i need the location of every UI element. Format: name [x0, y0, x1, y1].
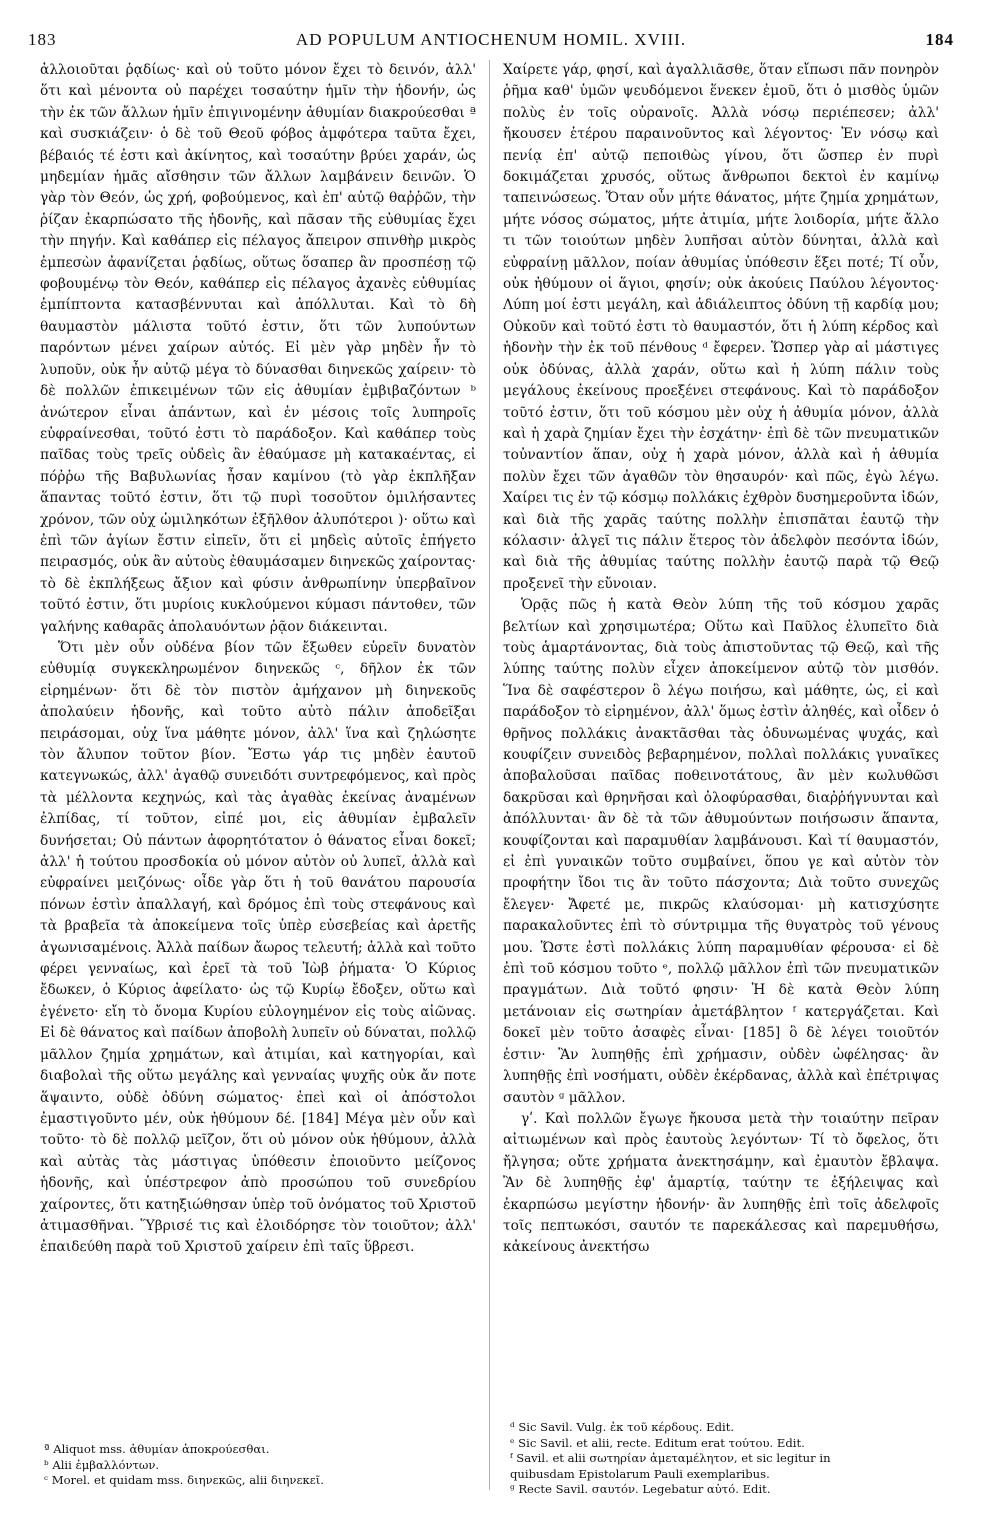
footnote-a: ª Aliquot mss. ἀθυμίαν ἀποκρούεσθαι. — [44, 1442, 270, 1456]
footnotes-right — [510, 1420, 940, 1498]
column-divider — [489, 60, 490, 1490]
footnote-e: ᵉ Sic Savil. et alii, recte. Editum erat τούτου. Edit. — [510, 1435, 805, 1450]
right-paragraph-2: Ὁρᾷς πῶς ἡ κατὰ Θεὸν λύπη τῆς τοῦ κόσμου χαρᾶς βελτίων καὶ χρησιμωτέρα; Οὕτω καὶ Παῦλος ἐλυπεῖτο διὰ τοὺς ἁμαρτάνοντας, διὰ τοὺς ἀπιστοῦντας τῷ Θεῷ, καὶ τῆς λύπης ταύτης πολὺν εἶχεν ἀποκείμενον αὐτῷ τὸν μισθόν. Ἵνα δὲ σαφέστερον ὃ λέγω ποιήσω, καὶ μάθητε, ὡς, εἰ καὶ παράδοξον τὸ εἰρημένον, ἀλλ' ὅμως ἐστὶν ἀληθές, καὶ οἶδεν ὁ θρῆνος πολλάκις ἀνακτᾶσθαι τὰς ὀδυνωμένας ψυχάς, καὶ κουφίζειν συνειδὸς βεβαρημένον, πολλαὶ πολλάκις γυναῖκες ἀποβαλοῦσαι παῖδας ποθεινοτάτους, ἂν μὲν κωλυθῶσι δακρῦσαι καὶ θρηνῆσαι καὶ ὀλοφύρασθαι, διαῤῥήγνυνται καὶ ἀπόλλυνται· ἂν δὲ τὰ τῶν ἀθυμούντων ποιήσωσιν ἅπαντα, κουφίζονται καὶ παραμυθίαν λαμβάνουσι. Καὶ τί θαυμαστόν, εἰ ἐπὶ γυναικῶν τοῦτο συμβαίνει, ὅπου γε καὶ αὐτὸν τὸν προφήτην ἴδοι τις ἂν τοῦτο πάσχοντα; Διὰ τοῦτο συνεχῶς ἔλεγεν· Ἄφετέ με, πικρῶς κλαύσομαι· μὴ κατισχύσητε παρακαλοῦντες ἐπὶ τὸ σύντριμμα τῆς θυγατρὸς τοῦ γένους μου. Ὥστε ἐστὶ πολλάκις λύπη παραμυθίαν φέρουσα· εἰ δὲ ἐπὶ τοῦ κόσμου τοῦτο ᵉ, πολλῷ μᾶλλον ἐπὶ τῶν πνευματικῶν πραγμάτων. Διὰ τοῦτό φησιν· Ἡ δὲ κατὰ Θεὸν λύπη μετάνοιαν εἰς σωτηρίαν ἀμετάβλητον ᶠ κατεργάζεται. Καὶ δοκεῖ μὲν τοῦτο ἀσαφὲς εἶναι· [185] ὃ δὲ λέγει τοιοῦτόν ἐστιν· Ἂν λυπηθῇς ἐπὶ χρήμασιν, οὐδὲν ὠφέλησας· ἂν λυπηθῇς ἐπὶ νοσήματι, οὐδὲν ἐκέρδανας, ἀλλὰ καὶ ἐπέτριψας σαυτὸν ᵍ μᾶλλον. — [503, 597, 939, 1106]
footnote-c: ᶜ Morel. et quidam mss. διηνεκῶς, alii διηνεκεῖ. — [44, 1473, 324, 1488]
right-text-column — [503, 60, 939, 1410]
footnote-f: ᶠ Savil. et alii σωτηρίαν ἀμεταμέλητον, et sic legitur in — [510, 1451, 831, 1466]
running-head-title: AD POPULUM ANTIOCHENUM HOMIL. XVIII. — [295, 30, 687, 49]
footnote-g: ᵍ Recte Savil. σαυτόν. Legebatur αὐτό. Edit. — [510, 1482, 771, 1497]
page-number-right: 184 — [925, 30, 954, 49]
page-number-left: 183 — [28, 30, 57, 49]
left-paragraph-1: ἀλλοιοῦται ῥᾳδίως· καὶ οὐ τοῦτο μόνον ἔχει τὸ δεινόν, ἀλλ' ὅτι καὶ μένοντα οὐ παρέχει τοσαύτην ἡμῖν τὴν ἡδονήν, ὡς τὴν ἐκ τῶν ἄλλων ἡμῖν ἐπιγινομένην ἀθυμίαν διακρούεσθαι ª καὶ συσκιάζειν· ὁ δὲ τοῦ Θεοῦ φόβος ἀμφότερα ταῦτα ἔχει, βέβαιός τέ ἐστι καὶ ἀκίνητος, καὶ τοσαύτην βρύει χαράν, ὡς μηδεμίαν ἡμᾶς αἴσθησιν τῶν ἄλλων λαμβάνειν δεινῶν. Ὁ γὰρ τὸν Θεόν, ὡς χρή, φοβούμενος, καὶ ἐπ' αὐτῷ θαῤῥῶν, τὴν ῥίζαν ἐκαρπώσατο τῆς ἡδονῆς, καὶ πᾶσαν τῆς εὐθυμίας ἔχει τὴν πηγήν. Καὶ καθάπερ εἰς πέλαγος ἄπειρον σπινθὴρ μικρὸς ἐμπεσὼν ἀφανίζεται ῥᾳδίως, οὕτως ὅσαπερ ἂν προσπέσῃ τῷ φοβουμένῳ τὸν Θεόν, καθάπερ εἰς πέλαγος ἀχανὲς εὐθυμίας ἐμπίπτοντα κατασβέννυται καὶ ἀπόλλυται. Καὶ τὸ δὴ θαυμαστὸν μάλιστα τοῦτό ἐστιν, ὅτι τῶν λυπούντων παρόντων μένει χαίρων αὐτός. Εἰ μὲν γὰρ μηδὲν ἦν τὸ λυποῦν, οὐκ ἦν αὐτῷ μέγα τὸ δύνασθαι διηνεκῶς χαίρειν· τὸ δὲ πολλῶν ἐπικειμένων τῶν εἰς ἀθυμίαν ἐμβιβαζόντων ᵇ ἀνώτερον εἶναι ἁπάντων, καὶ ἐν μέσοις τοῖς λυπηροῖς εὐφραίνεσθαι, τοῦτό ἐστι τὸ παράδοξον. Καὶ καθάπερ τοὺς παῖδας τοὺς τρεῖς οὐδεὶς ἂν ἐθαύμασε μὴ κατακαέντας, εἰ πόῤῥω τῆς Βαβυλωνίας ἦσαν καμίνου (τὸ γὰρ ἐκπλῆξαν ἅπαντας τοῦτό ἐστιν, ὅτι τῷ πυρὶ τοσοῦτον ὁμιλήσαντες χρόνον, τῶν οὐχ ὡμιληκότων ἐξῆλθον ἀλυπότεροι )· οὕτω καὶ ἐπὶ τῶν ἁγίων ἔστιν εἰπεῖν, ὅτι εἰ μηδεὶς αὐτοῖς ἐπήγετο πειρασμός, οὐκ ἂν αὐτοὺς ἐθαυμάσαμεν διηνεκῶς χαίροντας· τὸ δὲ ἐκπλήξεως ἄξιον καὶ φύσιν ἀνθρωπίνην ὑπερβαῖνον τοῦτό ἐστιν, ὅτι μυρίοις κυκλούμενοι κύμασι πάντοθεν, τῶν γαλήνης καθαρᾶς ἀπολαυόντων ῥᾷον διάκεινται. — [40, 62, 476, 635]
footnote-f-continued: quibusdam Epistolarum Pauli exemplaribus. — [510, 1466, 770, 1481]
left-text-column — [40, 60, 476, 1480]
running-header — [28, 30, 954, 54]
footnotes-left — [44, 1442, 474, 1489]
footnote-d: ᵈ Sic Savil. Vulg. ἐκ τοῦ κέρδους. Edit. — [510, 1420, 735, 1434]
left-paragraph-2: Ὅτι μὲν οὖν οὐδένα βίον τῶν ἔξωθεν εὑρεῖν δυνατὸν εὐθυμίᾳ συγκεκληρωμένον διηνεκῶς ᶜ, δῆλον ἐκ τῶν εἰρημένων· ὅτι δὲ τὸν πιστὸν ἀμήχανον μὴ διηνεκοῦς ἀπολαύειν ἡδονῆς, καὶ τοῦτο αὐτὸ πάλιν ἀποδεῖξαι πειράσομαι, οὐχ ἵνα μάθητε μόνον, ἀλλ' ἵνα καὶ ζηλώσητε τὸν ἄλυπον τοῦτον βίον. Ἔστω γάρ τις μηδὲν ἑαυτοῦ κατεγνωκώς, ἀλλ' ἀγαθῷ συνειδότι συντρεφόμενος, καὶ πρὸς τὰ μέλλοντα κεχηνώς, καὶ τὰς ἀγαθὰς ἐκείνας ἀναμένων ἐλπίδας, τί τοῦτον, εἰπέ μοι, εἰς ἀθυμίαν ἐμβαλεῖν δυνήσεται; Οὐ πάντων ἀφορητότατον ὁ θάνατος εἶναι δοκεῖ; ἀλλ' ἡ τούτου προσδοκία οὐ μόνον αὐτὸν οὐ λυπεῖ, ἀλλὰ καὶ εὐφραίνει μειζόνως· οἶδε γὰρ ὅτι ἡ τοῦ θανάτου παρουσία πόνων ἐστὶν ἀπαλλαγή, καὶ δρόμος ἐπὶ τοὺς στεφάνους καὶ τὰ βραβεῖα τὰ ἀποκείμενα τοῖς ὑπὲρ εὐσεβείας καὶ ἀρετῆς ἀγωνισαμένοις. Ἀλλὰ παίδων ἄωρος τελευτή; ἀλλὰ καὶ τοῦτο φέρει γενναίως, καὶ ἐρεῖ τὰ τοῦ Ἰὼβ ῥήματα· Ὁ Κύριος ἔδωκεν, ὁ Κύριος ἀφείλατο· ὡς τῷ Κυρίῳ ἔδοξεν, οὕτω καὶ ἐγένετο· εἴη τὸ ὄνομα Κυρίου εὐλογημένον εἰς τοὺς αἰῶνας. Εἰ δὲ θάνατος καὶ παίδων ἀποβολὴ λυπεῖν οὐ δύναται, πολλῷ μᾶλλον ζημία χρημάτων, καὶ ἀτιμίαι, καὶ κατηγορίαι, καὶ διαβολαὶ τῆς οὕτω μεγάλης καὶ γενναίας ψυχῆς οὐκ ἄν ποτε ἅψαιντο, οὐδὲ ὀδύνη σώματος· ἐπεὶ καὶ οἱ ἀπόστολοι ἐμαστιγοῦντο μέν, οὐκ ἠθύμουν δέ. [184] Μέγα μὲν οὖν καὶ τοῦτο· τὸ δὲ πολλῷ μεῖζον, ὅτι οὐ μόνον οὐκ ἠθύμουν, ἀλλὰ καὶ αὐτὰς τὰς μάστιγας ὑπόθεσιν ἐποιοῦντο μείζονος ἡδονῆς, καὶ ὑπέστρεφον ἀπὸ προσώπου τοῦ συνεδρίου χαίροντες, ὅτι κατηξιώθησαν ὑπὲρ τοῦ ὀνόματος τοῦ Χριστοῦ ἀτιμασθῆναι. Ὕβρισέ τις καὶ ἐλοιδόρησε τὸν τοιοῦτον; ἀλλ' ἐπαιδεύθη παρὰ τοῦ Χριστοῦ χαίρειν ἐπὶ ταῖς ὕβρεσι. — [40, 639, 476, 1256]
right-paragraph-3: γʹ. Καὶ πολλῶν ἔγωγε ἤκουσα μετὰ τὴν τοιαύτην πεῖραν αἰτιωμένων καὶ πρὸς ἑαυτοὺς λεγόντων· Τί τὸ ὄφελος, ὅτι ἤλγησα; οὔτε χρήματα ἀνεκτησάμην, καὶ ἐμαυτὸν ἔβλαψα. Ἂν δὲ λυπηθῇς ἐφ' ἁμαρτίᾳ, ταύτην τε ἐξήλειψας καὶ ἐκαρπώσω μεγίστην ἡδονήν· ἂν λυπηθῇς ἐπὶ τοῖς ἀδελφοῖς τοῖς πεπτωκόσι, σαυτόν τε παρεκάλεσας καὶ παρεμυθήσω, κἀκείνους ἀνεκτήσω — [503, 1110, 939, 1256]
right-paragraph-1: Χαίρετε γάρ, φησί, καὶ ἀγαλλιᾶσθε, ὅταν εἴπωσι πᾶν πονηρὸν ῥῆμα καθ' ὑμῶν ψευδόμενοι ἕνεκεν ἐμοῦ, ὅτι ὁ μισθὸς ὑμῶν πολὺς ἐν τοῖς οὐρανοῖς. Ἀλλὰ νόσῳ περιέπεσεν; ἀλλ' ἤκουσεν ἑτέρου παραινοῦντος καὶ λέγοντος· Ἐν νόσῳ καὶ πενίᾳ ἐπ' αὐτῷ πεποιθὼς γίνου, ὅτι ὥσπερ ἐν πυρὶ δοκιμάζεται χρυσός, οὕτως ἄνθρωποι δεκτοὶ ἐν καμίνῳ ταπεινώσεως. Ὅταν οὖν μήτε θάνατος, μήτε ζημία χρημάτων, μήτε νόσος σώματος, μήτε ἀτιμία, μήτε λοιδορία, μήτε ἄλλο τι τῶν τοιούτων μηδὲν λυπῆσαι αὐτὸν δύνηται, ἀλλὰ καὶ εὐφραίνῃ μᾶλλον, ποίαν ἀθυμίας ὑπόθεσιν ἕξει ποτέ; Τί οὖν, οὐκ ἠθύμουν οἱ ἅγιοι, φησίν; οὐκ ἀκούεις Παύλου λέγοντος· Λύπη μοί ἐστι μεγάλη, καὶ ἀδιάλειπτος ὀδύνη τῇ καρδίᾳ μου; Οὐκοῦν καὶ τοῦτό ἐστι τὸ θαυμαστόν, ὅτι ἡ λύπη κέρδος καὶ ἡδονὴν τὴν ἐκ τοῦ πένθους ᵈ ἔφερεν. Ὥσπερ γὰρ αἱ μάστιγες οὐκ ὀδύνας, ἀλλὰ χαράν, οὕτω καὶ ἡ λύπη πάλιν τοὺς μεγάλους ἐκείνους προεξένει στεφάνους. Καὶ τὸ παράδοξον τοῦτό ἐστιν, ὅτι τοῦ κόσμου μὲν οὐχ ἡ ἀθυμία μόνον, ἀλλὰ καὶ ἡ χαρὰ ζημίαν ἔχει τὴν ἐσχάτην· ἐπὶ δὲ τῶν πνευματικῶν τοὐναντίον ἅπαν, οὐχ ἡ χαρὰ μόνον, ἀλλὰ καὶ ἡ ἀθυμία πολὺν ἔχει τῶν ἀγαθῶν τὸν θησαυρόν· καὶ πῶς, ἐγὼ λέγω. Χαίρει τις ἐν τῷ κόσμῳ πολλάκις ἐχθρὸν δυσημεροῦντα ἰδών, καὶ διὰ τῆς χαρᾶς ταύτης πολλὴν ἐπισπᾶται ἑαυτῷ τὴν κόλασιν· ἀλγεῖ τις πάλιν ἕτερος τὸν ἀδελφὸν πεσόντα ἰδών, καὶ διὰ τῆς ἀθυμίας ταύτης πολλὴν ἑαυτῷ παρὰ τῷ Θεῷ προξενεῖ τὴν εὔνοιαν. — [503, 62, 939, 592]
footnote-b: ᵇ Alii ἐμβαλλόντων. — [44, 1457, 160, 1472]
